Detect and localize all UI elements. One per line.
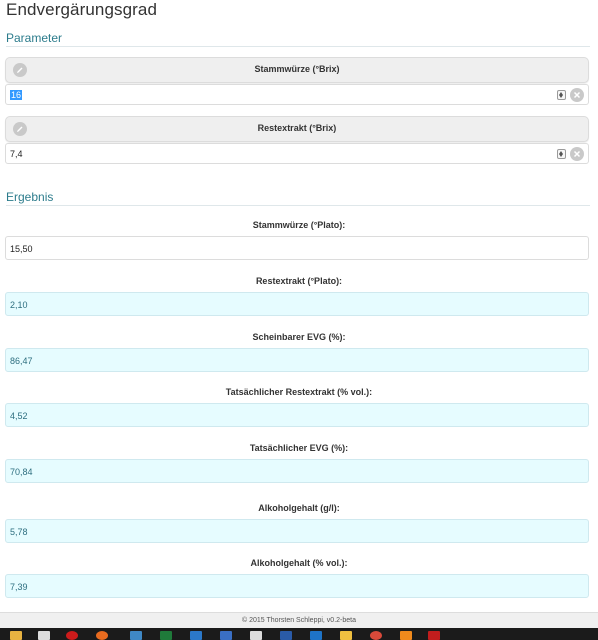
folder-icon[interactable] (10, 631, 22, 640)
paint-icon[interactable] (340, 631, 352, 640)
play-icon[interactable] (190, 631, 202, 640)
result-label: Alkoholgehalt (% vol.): (250, 558, 348, 568)
clear-icon[interactable] (570, 147, 584, 161)
restextrakt-brix-input[interactable] (5, 143, 589, 164)
window-icon[interactable] (130, 631, 142, 640)
result-value (5, 292, 589, 316)
footer: © 2015 Thorsten Schleppi, v0.2-beta (0, 612, 598, 628)
chrome-icon[interactable] (370, 631, 382, 640)
result-value-text: 15,50 (10, 244, 33, 254)
stammwuerze-brix-input[interactable] (5, 84, 589, 105)
result-value-text: 5,78 (10, 527, 28, 537)
vlc-icon[interactable] (400, 631, 412, 640)
result-value-text: 4,52 (10, 411, 28, 421)
result-label: Alkoholgehalt (g/l): (258, 503, 340, 513)
pdf-icon[interactable] (428, 631, 440, 640)
excel-icon[interactable] (160, 631, 172, 640)
app-grid-icon[interactable] (220, 631, 232, 640)
result-value-text: 2,10 (10, 300, 28, 310)
result-value-text: 70,84 (10, 467, 33, 477)
result-value (5, 403, 589, 427)
number-spinner[interactable] (557, 90, 566, 100)
clear-icon[interactable] (570, 88, 584, 102)
restextrakt-brix-label: Restextrakt (°Brix) (257, 123, 337, 133)
stammwuerze-brix-value[interactable]: 16 (11, 90, 22, 100)
result-value-text: 7,39 (10, 582, 28, 592)
result-label: Scheinbarer EVG (%): (252, 332, 346, 342)
word-icon[interactable] (280, 631, 292, 640)
ergebnis-section-title: Ergebnis (6, 190, 590, 206)
outlook-icon[interactable] (310, 631, 322, 640)
number-spinner[interactable] (557, 149, 566, 159)
result-value (5, 519, 589, 543)
parameter-section-title: Parameter (6, 31, 590, 47)
result-value (5, 348, 589, 372)
stammwuerze-brix-header (5, 57, 589, 83)
tex-icon[interactable] (250, 631, 262, 640)
firefox-icon[interactable] (96, 631, 108, 640)
result-value (5, 459, 589, 483)
restextrakt-brix-value[interactable]: 7,4 (10, 149, 23, 159)
page-title: Endvergärungsgrad (6, 0, 158, 19)
result-value-text: 86,47 (10, 356, 33, 366)
taskbar (0, 628, 598, 640)
result-label: Tatsächlicher Restextrakt (% vol.): (225, 387, 373, 397)
result-value (5, 574, 589, 598)
opera-icon[interactable] (66, 631, 78, 640)
result-label: Restextrakt (°Plato): (255, 276, 343, 286)
restextrakt-brix-header (5, 116, 589, 142)
stammwuerze-brix-label: Stammwürze (°Brix) (254, 64, 340, 74)
shopping-bag-icon[interactable] (38, 631, 50, 640)
result-label: Stammwürze (°Plato): (252, 220, 346, 230)
result-label: Tatsächlicher EVG (%): (249, 443, 349, 453)
result-value (5, 236, 589, 260)
